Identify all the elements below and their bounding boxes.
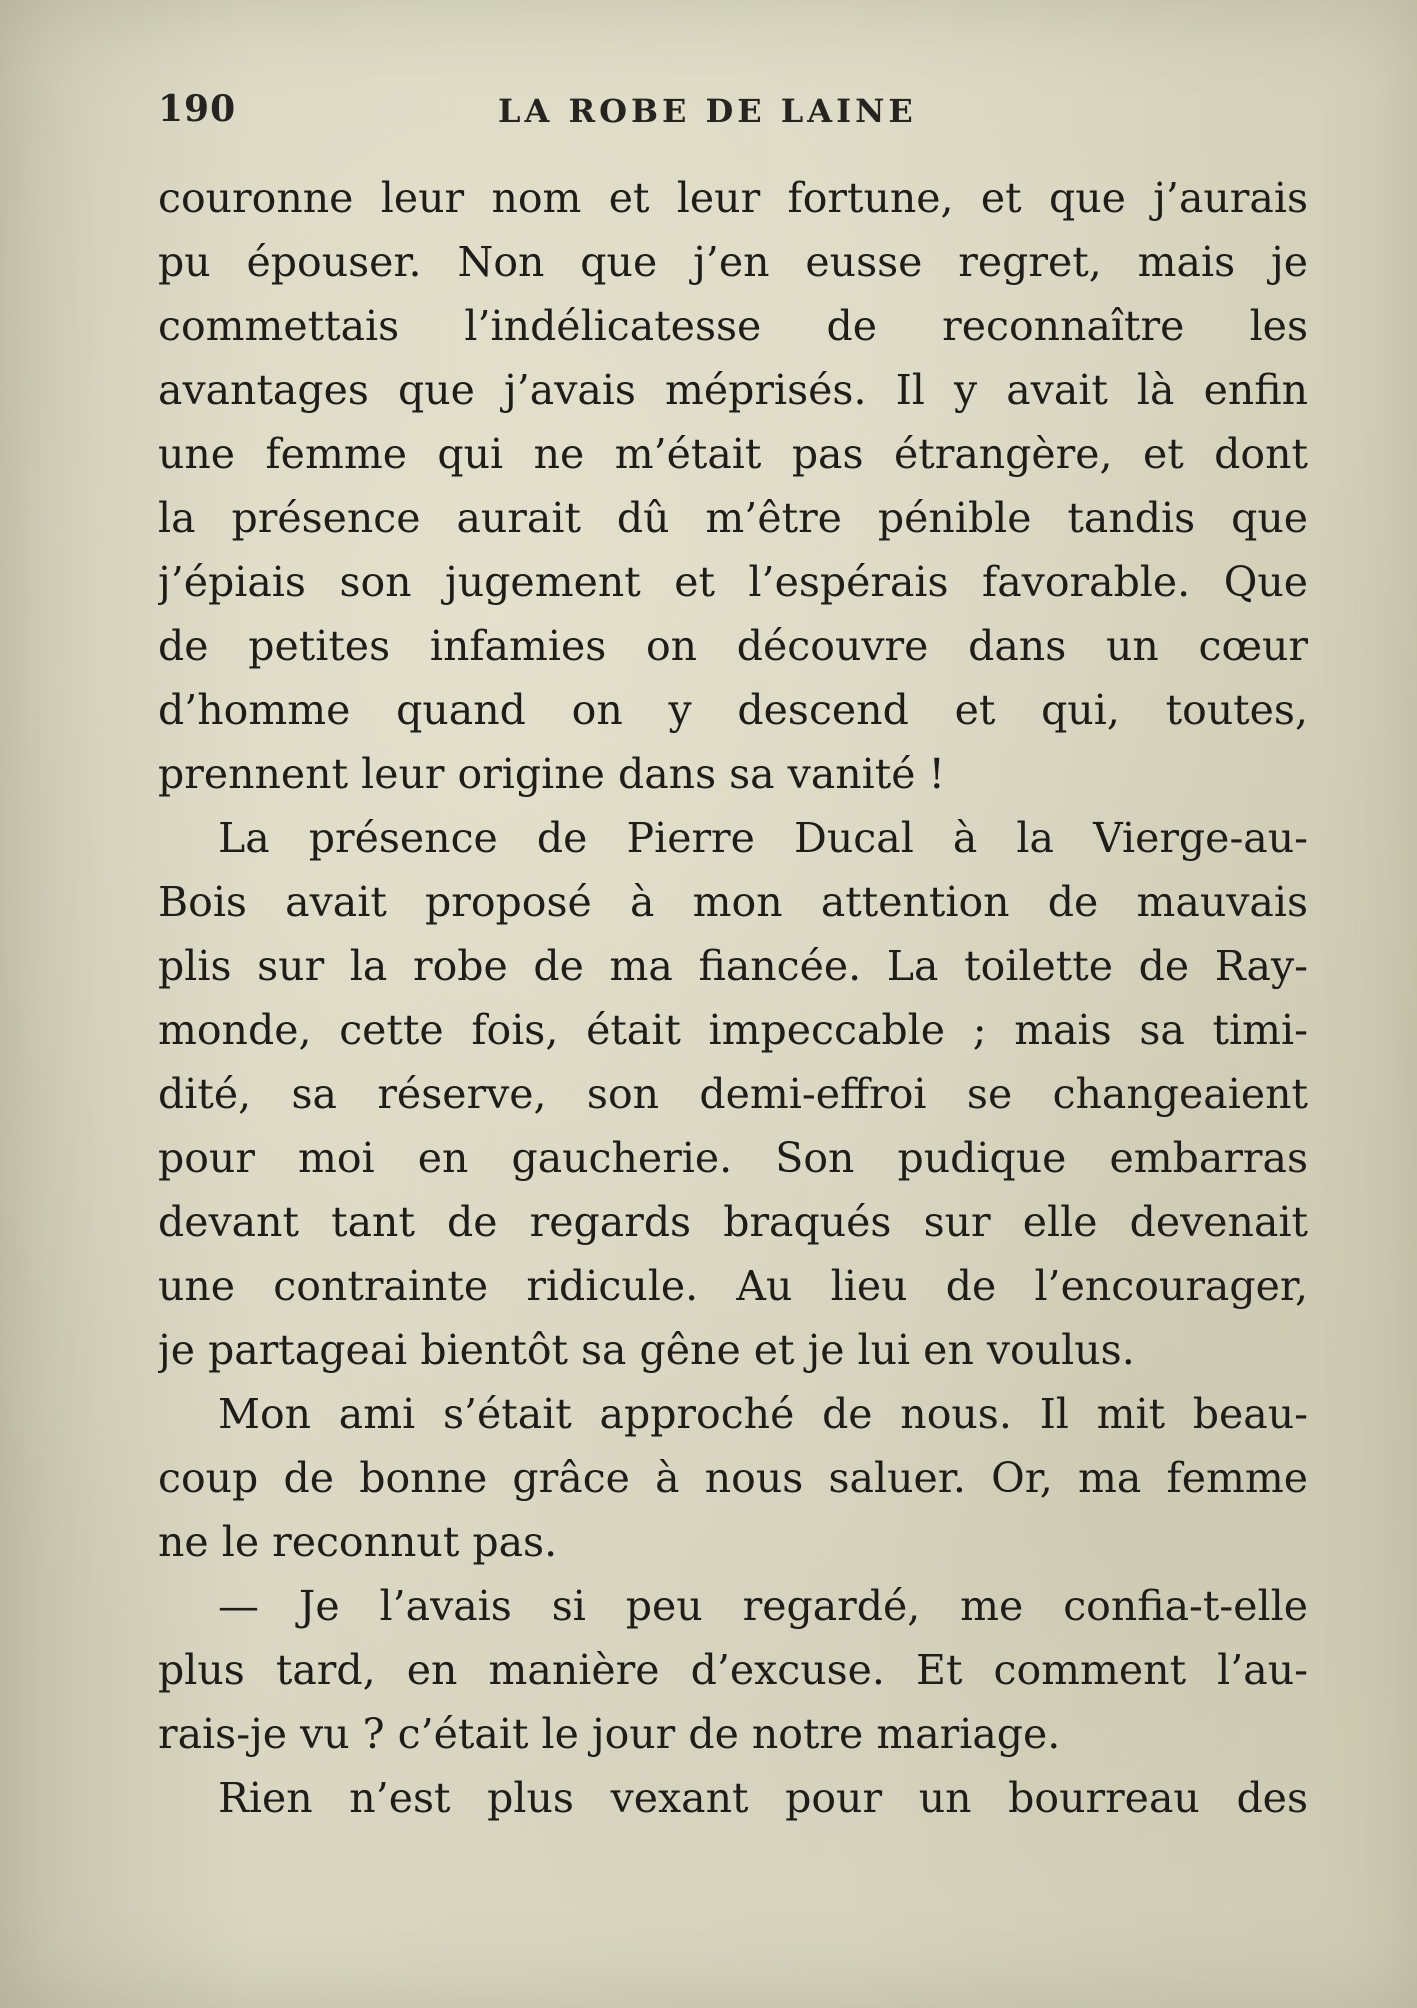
- text-line: une femme qui ne m’était pas étrangère, et dont: [158, 430, 1308, 478]
- page-number: 190: [158, 88, 237, 130]
- text-line: monde, cette fois, était impeccable ; mais sa timi-: [158, 1006, 1308, 1054]
- running-title: LA ROBE DE LAINE: [498, 92, 917, 130]
- text-line: rais-je vu ? c’était le jour de notre mariage.: [158, 1710, 1061, 1758]
- text-line: pu épouser. Non que j’en eusse regret, mais je: [158, 238, 1308, 286]
- text-line: j’épiais son jugement et l’espérais favorable. Que: [158, 558, 1308, 606]
- text-line: ne le reconnut pas.: [158, 1518, 558, 1566]
- text-line: commettais l’indélicatesse de reconnaître les: [158, 302, 1308, 350]
- text-line: — Je l’avais si peu regardé, me confia-t-elle: [218, 1582, 1308, 1630]
- text-line: coup de bonne grâce à nous saluer. Or, ma femme: [158, 1454, 1308, 1502]
- text-line: plus tard, en manière d’excuse. Et comment l’au-: [158, 1646, 1308, 1694]
- page-header: [158, 88, 1318, 138]
- text-line: Rien n’est plus vexant pour un bourreau des: [218, 1774, 1308, 1822]
- text-line: une contrainte ridicule. Au lieu de l’encourager,: [158, 1262, 1308, 1310]
- text-line: couronne leur nom et leur fortune, et que j’aurais: [158, 174, 1308, 222]
- text-line: plis sur la robe de ma fiancée. La toilette de Ray-: [158, 942, 1308, 990]
- text-line: je partageai bientôt sa gêne et je lui en voulus.: [158, 1326, 1135, 1374]
- text-line: prennent leur origine dans sa vanité !: [158, 750, 946, 798]
- text-line: devant tant de regards braqués sur elle devenait: [158, 1198, 1308, 1246]
- text-line: pour moi en gaucherie. Son pudique embarras: [158, 1134, 1308, 1182]
- text-line: d’homme quand on y descend et qui, toutes,: [158, 686, 1308, 734]
- text-line: dité, sa réserve, son demi-effroi se changeaient: [158, 1070, 1308, 1118]
- text-line: la présence aurait dû m’être pénible tandis que: [158, 494, 1308, 542]
- text-line: de petites infamies on découvre dans un cœur: [158, 622, 1308, 670]
- text-line: La présence de Pierre Ducal à la Vierge-au-: [218, 814, 1308, 862]
- text-line: Mon ami s’était approché de nous. Il mit beau-: [218, 1390, 1308, 1438]
- text-line: Bois avait proposé à mon attention de mauvais: [158, 878, 1308, 926]
- body-text: [158, 166, 1308, 1830]
- text-line: avantages que j’avais méprisés. Il y avait là enfin: [158, 366, 1308, 414]
